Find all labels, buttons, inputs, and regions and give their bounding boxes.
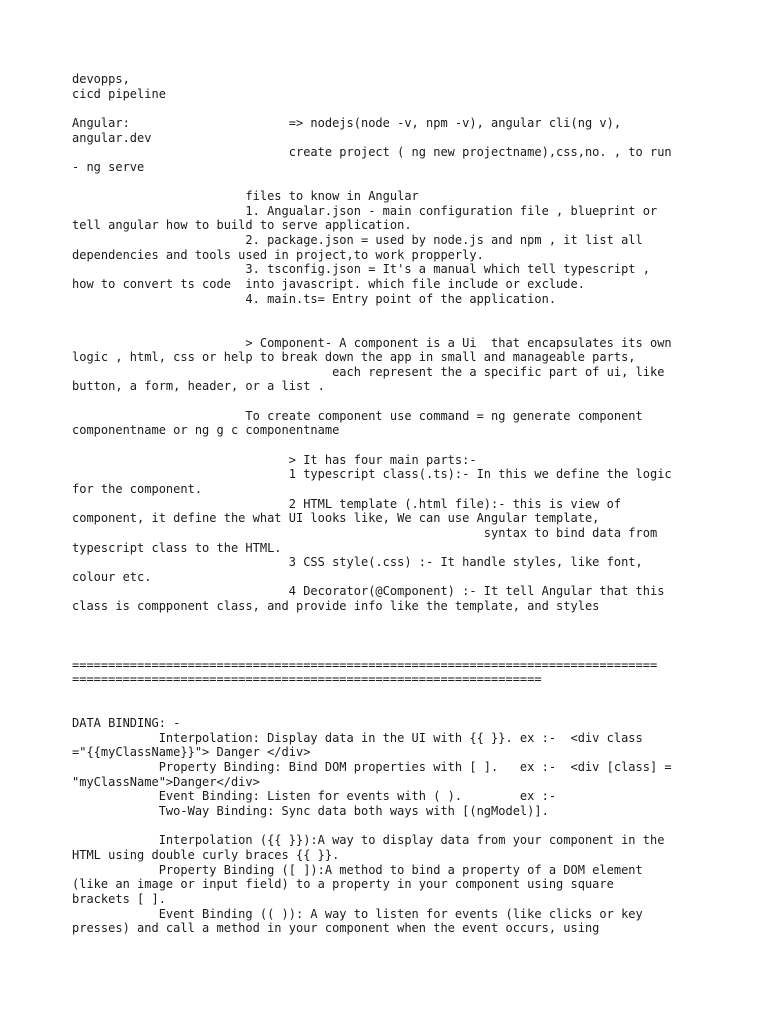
text-line: HTML using double curly braces {{ }}. [72, 847, 340, 862]
text-line [72, 687, 712, 702]
text-line: Property Binding ([ ]):A method to bind a property of a DOM element [72, 862, 643, 877]
text-line: Angular: => nodejs(node -v, npm -v), angular cli(ng v), [72, 115, 622, 130]
text-line: cicd pipeline [72, 86, 166, 101]
text-line: Two-Way Binding: Sync data both ways with [(ngModel)]. [72, 804, 549, 819]
text-line: Interpolation: Display data in the UI with {{ }}. ex :- <div class [72, 730, 643, 745]
text-line: button, a form, header, or a list . [72, 379, 325, 394]
document-body [72, 72, 712, 936]
text-line: 2. package.json = used by node.js and npm , it list all [72, 233, 643, 248]
text-line: "myClassName">Danger</div> [72, 774, 260, 789]
text-line: 4. main.ts= Entry point of the application. [72, 291, 557, 306]
text-line: typescript class to the HTML. [72, 540, 282, 555]
text-line [72, 643, 712, 658]
text-line: class is compponent class, and provide info like the template, and styles [72, 599, 600, 614]
text-line: each represent the a specific part of ui, like [72, 364, 665, 379]
text-line: Interpolation ({{ }}):A way to display data from your component in the [72, 833, 665, 848]
text-line [72, 702, 712, 717]
text-line [72, 438, 712, 453]
text-line: devopps, [72, 72, 130, 86]
text-line: Event Binding (( )): A way to listen for events (like clicks or key [72, 906, 643, 921]
text-line: Property Binding: Bind DOM properties with [ ]. ex :- <div [class] = [72, 760, 672, 775]
text-line: 3. tsconfig.json = It's a manual which tell typescript , [72, 262, 650, 277]
text-line: colour etc. [72, 569, 152, 584]
text-line [72, 614, 712, 629]
text-line: tell angular how to build to serve application. [72, 218, 412, 233]
text-line: ================================================================= [72, 672, 542, 687]
text-line [72, 174, 712, 189]
text-line: syntax to bind data from [72, 525, 658, 540]
text-line [72, 819, 712, 834]
text-line: > It has four main parts:- [72, 452, 477, 467]
text-line: angular.dev [72, 130, 152, 145]
text-line: dependencies and tools used in project,to work propperly. [72, 247, 484, 262]
text-line: presses) and call a method in your component when the event occurs, using [72, 921, 600, 936]
text-line: (like an image or input field) to a property in your component using square [72, 877, 614, 892]
text-line: logic , html, css or help to break down the app in small and manageable parts, [72, 350, 636, 365]
text-line: files to know in Angular [72, 189, 419, 204]
text-line: brackets [ ]. [72, 891, 166, 906]
text-line: 4 Decorator(@Component) :- It tell Angular that this [72, 584, 665, 599]
text-line: for the component. [72, 481, 203, 496]
text-line: DATA BINDING: - [72, 716, 181, 731]
text-line: ="{{myClassName}}"> Danger </div> [72, 745, 311, 760]
text-line: component, it define the what UI looks like, We can use Angular template, [72, 511, 600, 526]
text-line [72, 321, 712, 336]
text-line: > Component- A component is a Ui that encapsulates its own [72, 335, 672, 350]
text-line: 1 typescript class(.ts):- In this we define the logic [72, 467, 672, 482]
text-line: create project ( ng new projectname),css,no. , to run [72, 145, 672, 160]
text-line: 1. Angualar.json - main configuration file , blueprint or [72, 203, 658, 218]
text-line: - ng serve [72, 159, 145, 174]
text-line [72, 306, 712, 321]
text-line: 2 HTML template (.html file):- this is view of [72, 496, 622, 511]
text-line [72, 394, 712, 409]
text-line: To create component use command = ng generate component [72, 408, 643, 423]
text-line: 3 CSS style(.css) :- It handle styles, like font, [72, 555, 643, 570]
text-line: componentname or ng g c componentname [72, 423, 340, 438]
text-line: how to convert ts code into javascript. which file include or exclude. [72, 276, 585, 291]
text-line [72, 101, 712, 116]
text-line [72, 628, 712, 643]
text-line: ================================================================================= [72, 657, 658, 672]
text-line: Event Binding: Listen for events with ( ). ex :- [72, 789, 557, 804]
